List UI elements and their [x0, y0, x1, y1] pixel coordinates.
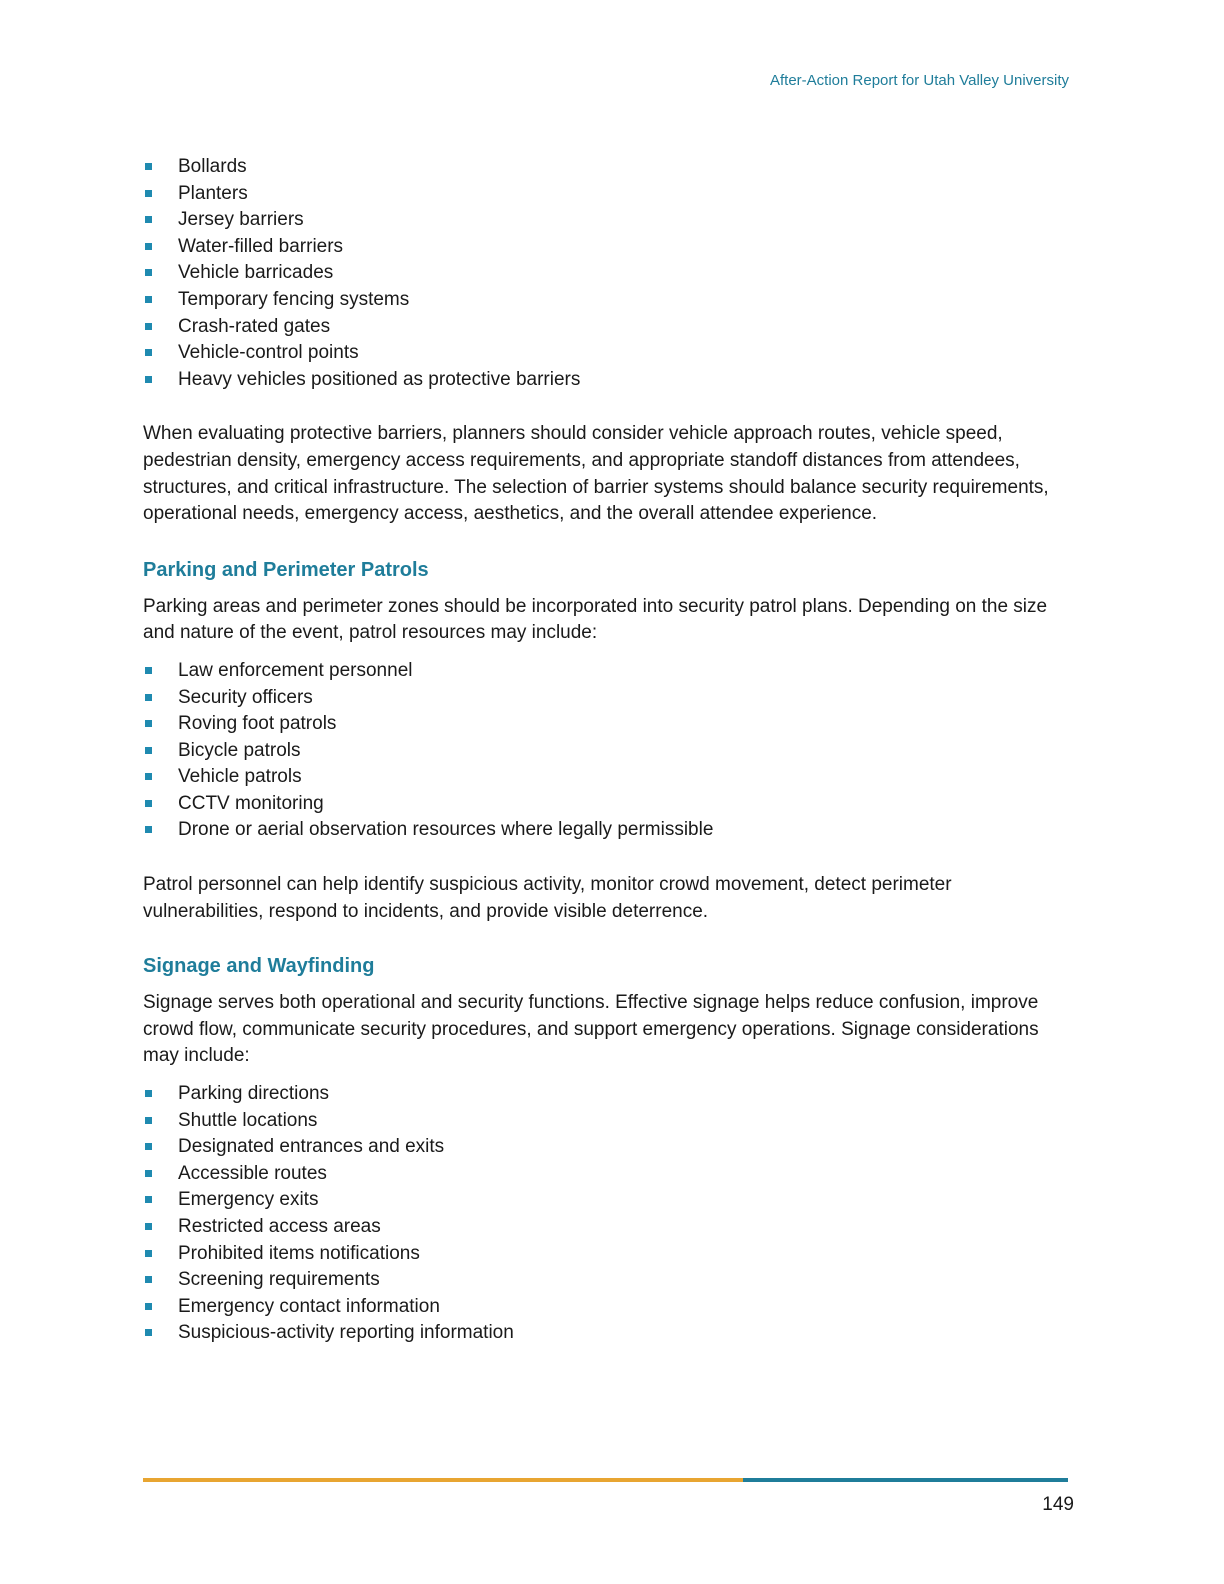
- list-item-text: CCTV monitoring: [178, 792, 324, 814]
- list-item-text: Screening requirements: [178, 1269, 380, 1291]
- list-item: [143, 340, 1073, 367]
- list-item: [143, 1081, 1073, 1108]
- square-bullet-icon: [145, 376, 152, 383]
- square-bullet-icon: [145, 773, 152, 780]
- list-item-text: Drone or aerial observation resources where legally permissible: [178, 819, 714, 841]
- square-bullet-icon: [145, 163, 152, 170]
- list-item: [143, 234, 1073, 261]
- footer-rule: [143, 1478, 1068, 1482]
- list-item-text: Restricted access areas: [178, 1216, 381, 1237]
- square-bullet-icon: [145, 349, 152, 356]
- square-bullet-icon: [145, 296, 152, 303]
- list-item-text: Security officers: [178, 686, 313, 708]
- list-item-text: Bollards: [178, 156, 247, 177]
- square-bullet-icon: [145, 190, 152, 197]
- square-bullet-icon: [145, 747, 152, 754]
- list-item: [143, 711, 1073, 738]
- square-bullet-icon: [145, 720, 152, 727]
- signage-intro: Signage serves both operational and security functions. Effective signage helps reduce confusion, improve crowd flow, communicate security procedures, and support emergency operations. Signage considerations may include:: [143, 992, 1039, 1067]
- list-item-text: Heavy vehicles positioned as protective barriers: [178, 368, 581, 390]
- list-item-text: Bicycle patrols: [178, 739, 301, 761]
- square-bullet-icon: [145, 243, 152, 250]
- list-item: [143, 181, 1073, 208]
- square-bullet-icon: [145, 1090, 152, 1097]
- list-item: [143, 1108, 1073, 1135]
- list-item-text: Planters: [178, 182, 248, 204]
- square-bullet-icon: [145, 1329, 152, 1336]
- list-item: [143, 1267, 1073, 1294]
- list-item: [143, 738, 1073, 765]
- list-item-text: Water-filled barriers: [178, 235, 344, 257]
- list-item-text: Emergency exits: [178, 1189, 319, 1211]
- list-item: [143, 287, 1073, 314]
- parking-closing: Patrol personnel can help identify suspicious activity, monitor crowd movement, detect perimeter vulnerabilities, respond to incidents, and provide visible deterrence.: [143, 874, 952, 922]
- list-item: [143, 260, 1073, 287]
- list-item-text: Crash-rated gates: [178, 315, 331, 337]
- list-item: [143, 1320, 1073, 1347]
- list-item: [143, 764, 1073, 791]
- list-item: [143, 207, 1073, 234]
- footer-rule-gold-segment: [143, 1478, 743, 1482]
- list-item: [143, 1214, 1073, 1241]
- square-bullet-icon: [145, 1143, 152, 1150]
- square-bullet-icon: [145, 1303, 152, 1310]
- square-bullet-icon: [145, 1196, 152, 1203]
- barriers-paragraph: When evaluating protective barriers, planners should consider vehicle approach routes, vehicle speed, pedestrian density, emergency access requirements, and appropriate standoff distances from attendees, structures, and critical infrastructure. The selection of barrier systems should balance security requirements, operational needs, emergency access, aesthetics, and the overall attendee experience.: [143, 423, 1049, 525]
- list-item-text: Suspicious-activity reporting information: [178, 1322, 514, 1344]
- list-item-text: Designated entrances and exits: [178, 1136, 445, 1158]
- section-heading-signage: Signage and Wayfinding: [143, 955, 375, 978]
- list-item-text: Emergency contact information: [178, 1295, 440, 1317]
- list-item: [143, 791, 1073, 818]
- list-item-text: Parking directions: [178, 1083, 330, 1105]
- list-item-text: Roving foot patrols: [178, 713, 337, 735]
- square-bullet-icon: [145, 1223, 152, 1230]
- square-bullet-icon: [145, 1276, 152, 1283]
- square-bullet-icon: [145, 323, 152, 330]
- list-item-text: Vehicle-control points: [178, 342, 359, 364]
- section-heading-parking: Parking and Perimeter Patrols: [143, 558, 429, 581]
- square-bullet-icon: [145, 667, 152, 674]
- barriers-list: [143, 154, 1073, 393]
- square-bullet-icon: [145, 800, 152, 807]
- list-item-text: Vehicle barricades: [178, 262, 334, 284]
- list-item: [143, 1187, 1073, 1214]
- list-item: [143, 154, 1073, 181]
- list-item: [143, 658, 1073, 685]
- list-item: [143, 1241, 1073, 1268]
- page-content: [143, 154, 1073, 1347]
- list-item: [143, 685, 1073, 712]
- list-item-text: Temporary fencing systems: [178, 288, 410, 310]
- page-number: 149: [1042, 1494, 1074, 1515]
- list-item-text: Shuttle locations: [178, 1109, 318, 1131]
- square-bullet-icon: [145, 216, 152, 223]
- square-bullet-icon: [145, 1170, 152, 1177]
- square-bullet-icon: [145, 694, 152, 701]
- list-item-text: Prohibited items notifications: [178, 1242, 420, 1264]
- list-item: [143, 1134, 1073, 1161]
- signage-considerations-list: [143, 1081, 1073, 1347]
- square-bullet-icon: [145, 1250, 152, 1257]
- square-bullet-icon: [145, 269, 152, 276]
- square-bullet-icon: [145, 1117, 152, 1124]
- list-item-text: Vehicle patrols: [178, 766, 302, 788]
- parking-intro: Parking areas and perimeter zones should be incorporated into security patrol plans. Depending on the size and nature of the event, patrol resources may include:: [143, 595, 1048, 644]
- list-item-text: Accessible routes: [178, 1162, 327, 1184]
- running-header: After-Action Report for Utah Valley University: [770, 72, 1069, 89]
- list-item: [143, 1294, 1073, 1321]
- square-bullet-icon: [145, 826, 152, 833]
- patrol-resources-list: [143, 658, 1073, 844]
- list-item: [143, 314, 1073, 341]
- list-item: [143, 1161, 1073, 1188]
- list-item-text: Jersey barriers: [178, 209, 304, 231]
- list-item: [143, 817, 1073, 844]
- footer-rule-teal-segment: [743, 1478, 1068, 1482]
- list-item-text: Law enforcement personnel: [178, 659, 413, 681]
- list-item: [143, 367, 1073, 394]
